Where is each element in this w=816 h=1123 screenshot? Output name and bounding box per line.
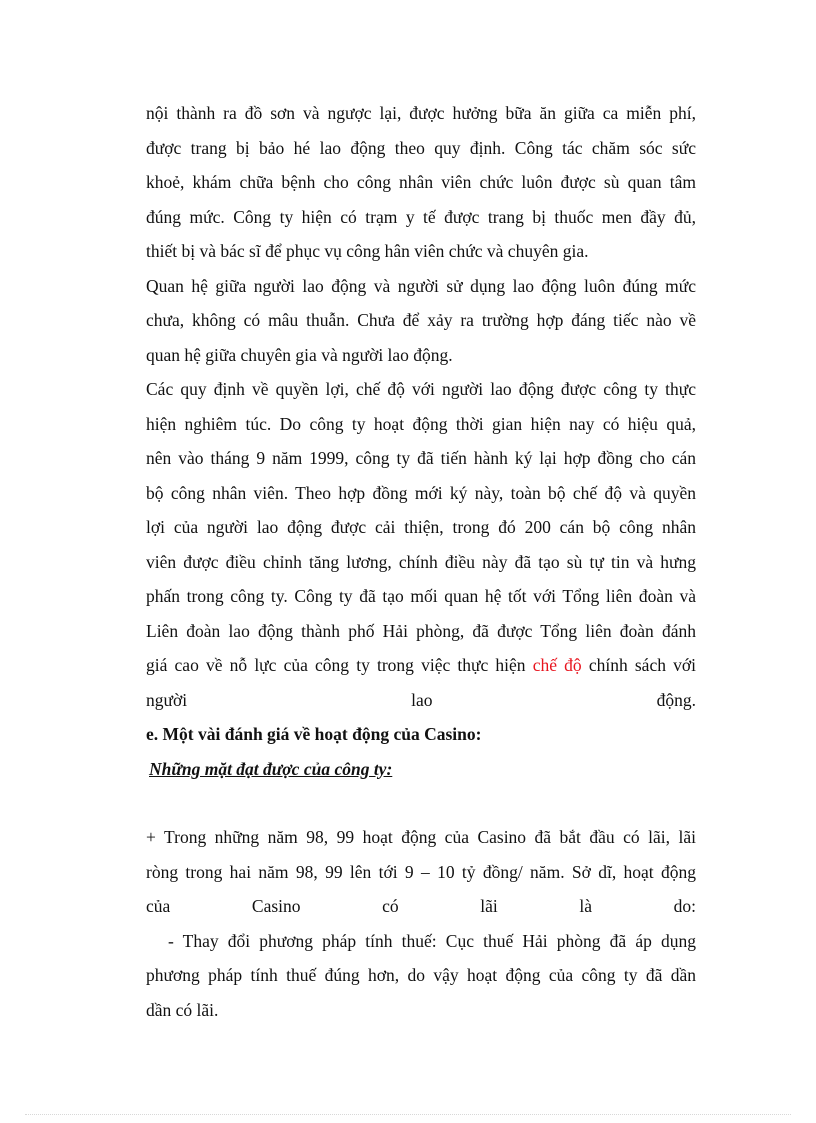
text-line: người lao động. [146,689,696,710]
text-line: viên được điều chỉnh tăng lương, chính điều này đã tạo sù tự tin và hưng [146,551,696,572]
section-heading: e. Một vài đánh giá về hoạt động của Casino: [146,724,482,744]
text-line: phấn trong công ty. Công ty đã tạo mối quan hệ tốt với Tổng liên đoàn và [146,586,696,606]
paragraph-labor-relations [146,269,696,373]
text-segment: giá cao về nỗ lực của công ty trong việc thực hiện [146,655,533,675]
document-page [146,96,696,1027]
text-line: - Thay đổi phương pháp tính thuế: Cục thuế Hải phòng đã áp dụng [168,930,696,951]
text-line: hiện nghiêm túc. Do công ty hoạt động thời gian hiện nay có hiệu quả, [146,413,696,434]
highlighted-term: chế độ [532,655,582,675]
text-segment: chính sách với [581,655,696,675]
spacer [146,786,696,820]
text-line: thiết bị và bác sĩ để phục vụ công hân viên chức và chuyên gia. [146,241,589,261]
text-line: Liên đoàn lao động thành phố Hải phòng, đã được Tổng liên đoàn đánh [146,620,696,641]
paragraph-regulations [146,372,696,717]
subheading: Những mặt đạt được của công ty: [149,758,393,779]
paragraph-casino-profit [146,820,696,924]
text-line: quan hệ giữa chuyên gia và người lao động. [146,344,453,365]
subheading-line [146,752,696,787]
text-line: phương pháp tính thuế đúng hơn, do vậy hoạt động của công ty đã dần [146,965,696,985]
text-line: đúng mức. Công ty hiện có trạm y tế được trang bị thuốc men đầy đủ, [146,206,696,227]
text-line: nên vào tháng 9 năm 1999, công ty đã tiến hành ký lại hợp đồng cho cán [146,448,696,468]
text-line: Các quy định về quyền lợi, chế độ với người lao động được công ty thực [146,379,696,399]
text-line: lợi của người lao động được cải thiện, trong đó 200 cán bộ công nhân [146,517,696,537]
page-bottom-rule [25,1114,791,1115]
text-line: Quan hệ giữa người lao động và người sử dụng lao động luôn đúng mức [146,275,696,296]
text-line: bộ công nhân viên. Theo hợp đồng mới ký này, toàn bộ chế độ và quyền [146,482,696,503]
paragraph-tax-method [146,924,696,1028]
text-line: của Casino có lãi là do: [146,896,696,916]
text-line: được trang bị bảo hé lao động theo quy định. Công tác chăm sóc sức [146,137,696,158]
text-line-with-highlight [146,648,696,683]
text-line: chưa, không có mâu thuẫn. Chưa để xảy ra trường hợp đáng tiếc nào về [146,310,696,330]
text-line: khoẻ, khám chữa bệnh cho công nhân viên chức luôn được sù quan tâm [146,172,696,192]
text-line: dần có lãi. [146,999,219,1020]
text-line: ròng trong hai năm 98, 99 lên tới 9 – 10 tỷ đồng/ năm. Sở dĩ, hoạt động [146,861,696,882]
text-line: + Trong những năm 98, 99 hoạt động của Casino đã bắt đầu có lãi, lãi [146,827,696,847]
text-line: nội thành ra đồ sơn và ngược lại, được hưởng bữa ăn giữa ca miễn phí, [146,103,696,123]
paragraph-benefits [146,96,696,269]
